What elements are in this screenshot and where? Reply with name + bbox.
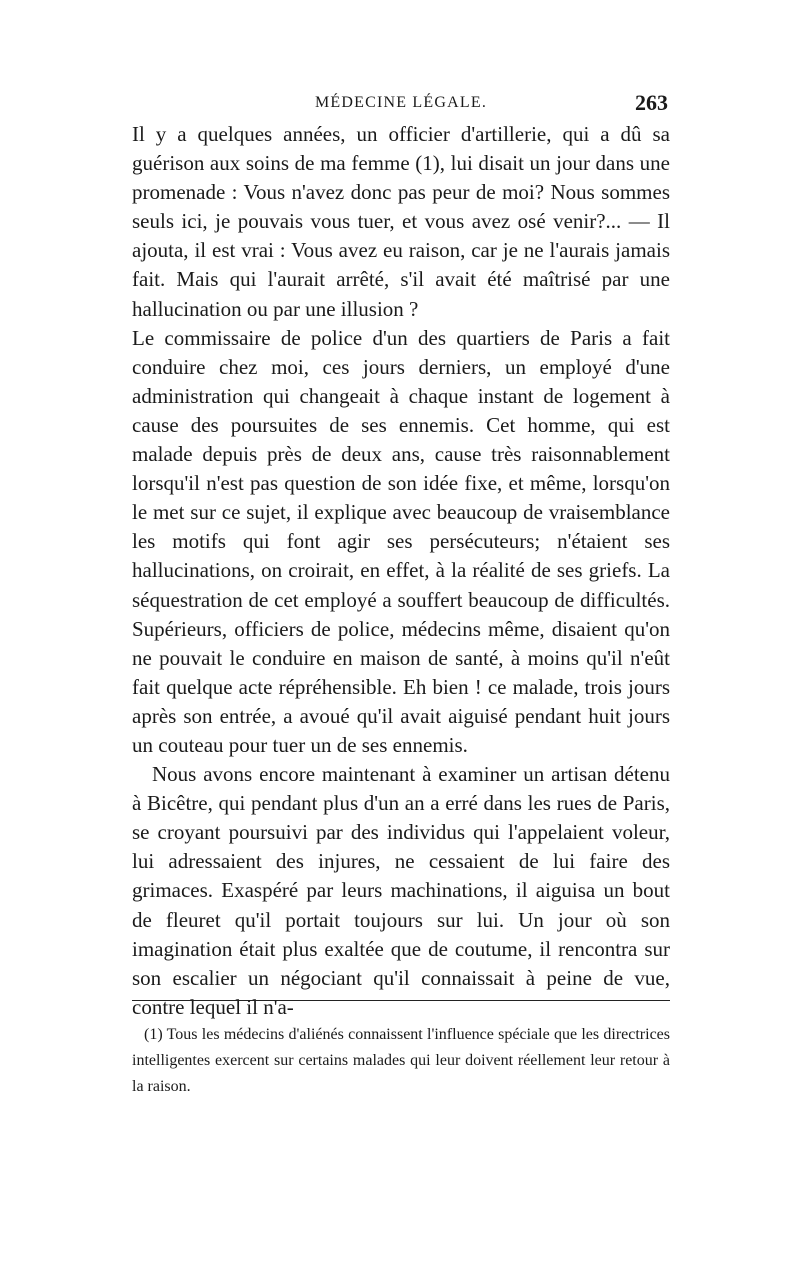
- paragraph: Il y a quelques années, un officier d'artillerie, qui a dû sa guérison aux soins de ma femme (1), lui disait un jour dans une promenade : Vous n'avez donc pas peur de moi? Nous sommes seuls ici, je pouvais vous tuer, et vous avez osé venir?... — Il ajouta, il est vrai : Vous avez eu raison, car je ne l'aurais jamais fait. Mais qui l'aurait arrêté, s'il avait été maîtrisé par une hallucination ou par une illusion ?: [132, 122, 670, 321]
- footnote-divider: [132, 1000, 670, 1001]
- body-text: [132, 120, 670, 1022]
- running-title: MÉDECINE LÉGALE.: [314, 94, 488, 111]
- footnote-block: [132, 1022, 670, 1100]
- paragraph: Le commissaire de police d'un des quartiers de Paris a fait conduire chez moi, ces jours derniers, un employé d'une administration qui changeait à chaque instant de logement à cause des poursuites de ses ennemis. Cet homme, qui est malade depuis près de deux ans, cause très raisonnablement lorsqu'il n'est pas question de son idée fixe, et même, lorsqu'on le met sur ce sujet, il explique avec beaucoup de vraisemblance les motifs qui font agir ses persécuteurs; n'étaient ses hallucinations, on croirait, en effet, à la réalité de ses griefs. La séquestration de cet employé a souffert beaucoup de difficultés. Supérieurs, officiers de police, médecins même, disaient qu'on ne pouvait le conduire en maison de santé, à moins qu'il n'eût fait quelque acte répréhensible. Eh bien ! ce malade, trois jours après son entrée, a avoué qu'il avait aiguisé pendant huit jours un couteau pour tuer un de ses ennemis.: [132, 325, 670, 757]
- paragraph: Nous avons encore maintenant à examiner un artisan détenu à Bicêtre, qui pendant plus d'un an a erré dans les rues de Paris, se croyant poursuivi par des individus qui l'appelaient voleur, lui adressaient des injures, ne cessaient de lui faire des grimaces. Exaspéré par leurs machinations, il aiguisa un bout de fleuret qu'il portait toujours sur lui. Un jour où son imagination était plus exaltée que de coutume, il rencontra sur son escalier un négociant qu'il connaissait à peine de vue, contre lequel il n'a-: [132, 762, 670, 1019]
- footnote: (1) Tous les médecins d'aliénés connaissent l'influence spéciale que les directrices intelligentes exercent sur certains malades qui leur doivent réellement leur retour à la raison.: [132, 1026, 670, 1095]
- running-head: [132, 90, 670, 118]
- page-number: 263: [635, 90, 668, 115]
